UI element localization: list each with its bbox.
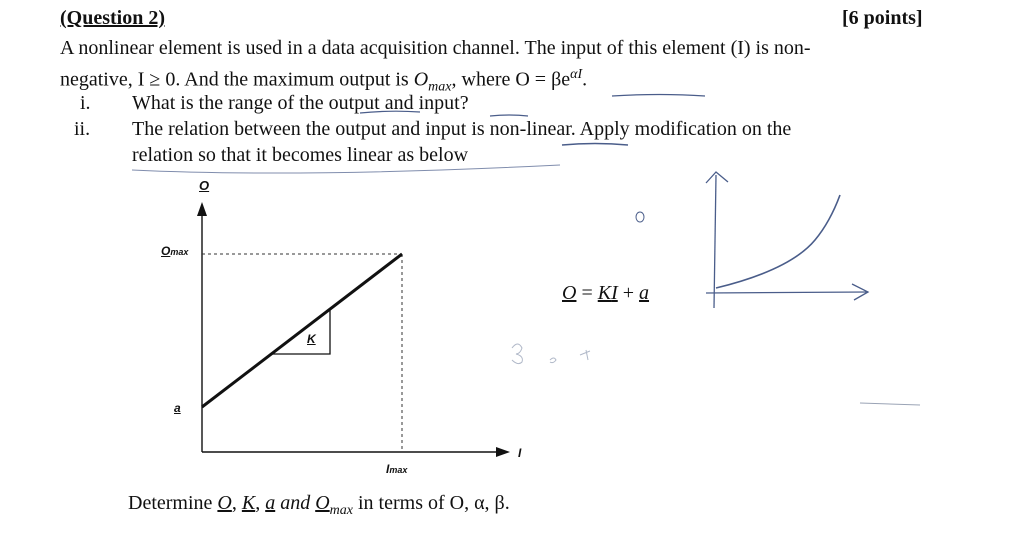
footer-a: a: [265, 492, 276, 514]
x-axis-arrow: [496, 447, 510, 457]
eq-k: K: [597, 282, 612, 304]
eq-o: O: [562, 282, 577, 304]
graph-imax-sub: max: [389, 465, 408, 475]
omax-symbol: O: [413, 68, 429, 91]
item-text-2-cont: relation so that it becomes linear as below: [132, 144, 469, 166]
sketch-curve: [716, 195, 840, 288]
footer-comma-1: ,: [231, 492, 242, 514]
eq-plus: +: [617, 282, 640, 304]
linear-line: [202, 254, 402, 407]
graph-slope-label: K: [307, 332, 316, 346]
graph-intercept-label: a: [174, 401, 181, 415]
graph-omax-sub: max: [170, 247, 189, 257]
footer-omax: O: [315, 492, 330, 514]
intro-text-b: , where O = βe: [451, 68, 571, 91]
graph-imax-symbol: I: [386, 462, 390, 476]
item-text-2: The relation between the output and input is non-linear. Apply modification on the: [132, 118, 792, 140]
footer-and: and: [275, 492, 316, 514]
graph-imax-label: [386, 462, 407, 476]
faint-stroke: [860, 403, 920, 405]
footer-suffix: in terms of O, α, β.: [352, 492, 510, 514]
pencil-underline-2: [360, 111, 420, 113]
eq-a: a: [639, 282, 650, 304]
sketch-o-mark: [636, 212, 644, 222]
faint-beta-mark: [512, 344, 522, 364]
exponent: αI: [570, 67, 583, 82]
item-marker-2: ii.: [74, 118, 91, 140]
points-label: [6 points]: [842, 7, 923, 29]
determine-line: [128, 491, 510, 523]
y-axis-arrow: [197, 202, 207, 216]
item-marker-1: i.: [80, 92, 91, 114]
graph-omax-symbol: O: [161, 244, 171, 258]
graph-x-label: I: [518, 446, 522, 460]
intro-line-1: A nonlinear element is used in a data acquisition channel. The input of this element (I) is non-: [60, 37, 811, 59]
eq-i: I: [611, 282, 618, 304]
footer-prefix: Determine: [128, 492, 218, 514]
footer-o: O: [217, 492, 232, 514]
sketch-y-axis: [714, 175, 716, 308]
pencil-underline-4: [562, 144, 628, 146]
graph-omax-label: [161, 244, 188, 258]
pencil-underline-3: [490, 115, 528, 116]
footer-omax-sub: max: [329, 503, 353, 518]
graph-y-label: O: [199, 178, 210, 193]
footer-comma-2: ,: [255, 492, 266, 514]
linear-equation: [562, 281, 649, 305]
sketch-x-axis: [706, 292, 868, 293]
item-text-1: What is the range of the output and input?: [132, 92, 469, 114]
faint-exp-mark: [550, 350, 590, 363]
intro-text-c: .: [582, 68, 588, 91]
pencil-underline-5: [132, 165, 560, 173]
question-title: (Question 2): [60, 7, 165, 29]
footer-k: K: [241, 492, 256, 514]
pencil-underline-1: [612, 95, 705, 97]
omax-subscript: max: [428, 79, 452, 95]
eq-equals: =: [576, 282, 598, 304]
sketch-y-arrow: [706, 172, 728, 183]
intro-text-a: negative, I ≥ 0. And the maximum output is: [60, 68, 414, 91]
